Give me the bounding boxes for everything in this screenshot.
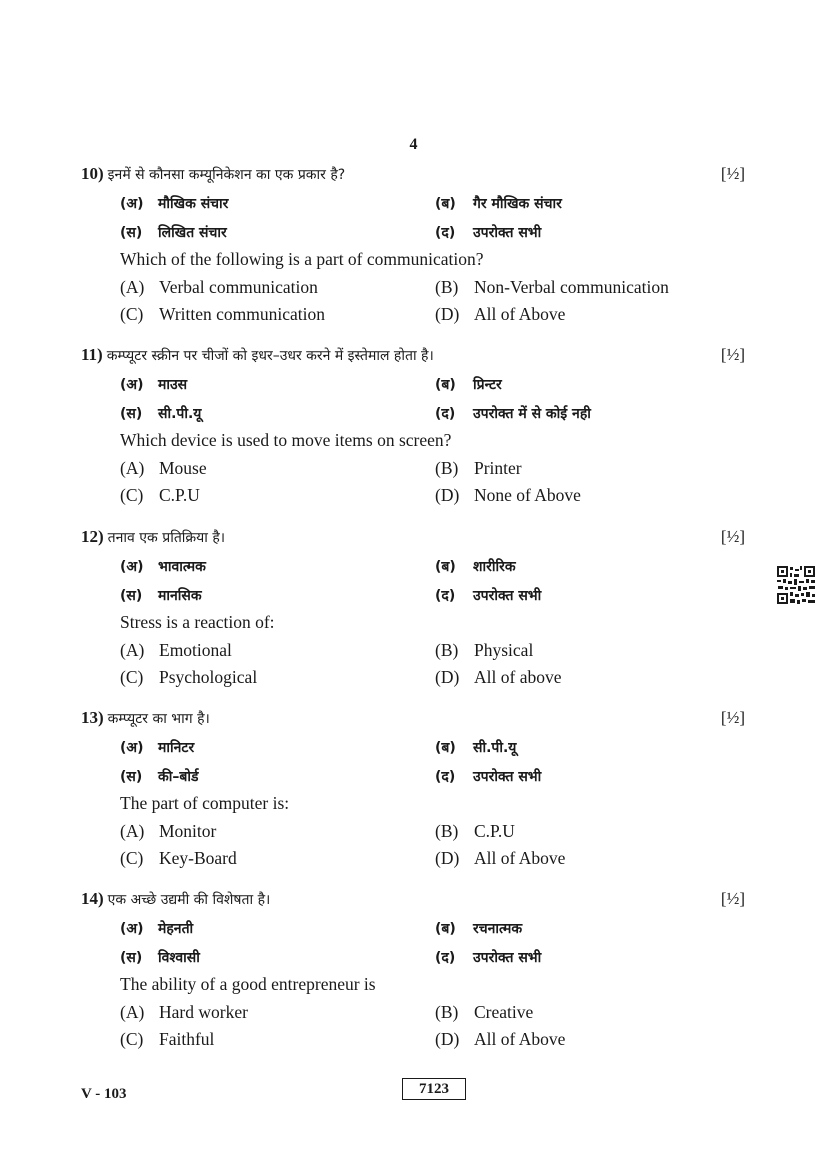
option-key: (अ) — [120, 196, 144, 212]
option-key: (C) — [120, 1029, 144, 1049]
hindi-option-row — [0, 403, 827, 427]
question-text-hindi: एक अच्छे उद्यमी की विशेषता है। — [107, 892, 271, 908]
option-key: (स) — [120, 588, 143, 604]
hindi-option — [435, 222, 541, 242]
english-option — [120, 485, 200, 506]
english-option — [120, 640, 232, 661]
hindi-option-row — [0, 374, 827, 398]
hindi-option — [435, 193, 562, 213]
english-option-row — [0, 458, 827, 482]
paper-code: V - 103 — [81, 1086, 127, 1102]
option-key: (द) — [435, 950, 456, 966]
english-option-row — [0, 667, 827, 691]
question-text-english: The ability of a good entrepreneur is — [120, 974, 376, 994]
option-text: भावात्मक — [158, 559, 206, 575]
option-key: (स) — [120, 225, 143, 241]
hindi-option — [120, 947, 200, 967]
hindi-option — [435, 947, 541, 967]
option-key: (ब) — [435, 377, 456, 393]
option-text: मेहनती — [158, 921, 194, 937]
option-key: (A) — [120, 458, 145, 478]
question-text-hindi: कम्प्यूटर का भाग है। — [107, 711, 210, 727]
option-text: Written communication — [159, 304, 325, 324]
question-number: 13) — [81, 708, 104, 727]
english-option — [435, 1002, 533, 1023]
option-text: Faithful — [159, 1029, 215, 1049]
option-key: (B) — [435, 1002, 459, 1022]
option-text: Non-Verbal communication — [474, 277, 669, 297]
hindi-option — [120, 556, 206, 576]
option-text: Creative — [474, 1002, 534, 1022]
option-text: मौखिक संचार — [158, 196, 229, 212]
question-marks: [½] — [720, 708, 745, 727]
question-text-english: Which device is used to move items on screen? — [120, 430, 452, 450]
option-key: (B) — [435, 277, 459, 297]
question-text-hindi: कम्प्यूटर स्क्रीन पर चीजों को इधर–उधर करने में इस्तेमाल होता है। — [106, 348, 434, 364]
option-key: (B) — [435, 821, 459, 841]
option-key: (द) — [435, 406, 456, 422]
hindi-option — [120, 193, 228, 213]
paper-number-box: 7123 — [402, 1078, 466, 1100]
option-text: All of above — [474, 667, 562, 687]
english-option — [435, 667, 561, 688]
option-text: All of Above — [474, 304, 566, 324]
english-option-row — [0, 1029, 827, 1053]
option-key: (स) — [120, 769, 143, 785]
hindi-option — [120, 766, 199, 786]
hindi-option-row — [0, 947, 827, 971]
qr-code — [776, 565, 816, 605]
hindi-option — [120, 585, 202, 605]
option-text: प्रिन्टर — [473, 377, 502, 393]
english-option-row — [0, 848, 827, 872]
option-text: शारीरिक — [473, 559, 516, 575]
question-marks: [½] — [720, 345, 745, 364]
english-option — [435, 485, 581, 506]
option-text: Physical — [474, 640, 534, 660]
option-text: उपरोक्त में से कोई नही — [473, 406, 591, 422]
option-text: गैर मौखिक संचार — [473, 196, 562, 212]
option-text: Verbal communication — [159, 277, 318, 297]
option-key: (C) — [120, 667, 144, 687]
question-marks: [½] — [720, 889, 745, 908]
question-number: 10) — [81, 164, 104, 183]
option-text: Printer — [474, 458, 522, 478]
hindi-option — [120, 374, 187, 394]
hindi-option — [435, 403, 591, 423]
option-text: विश्वासी — [158, 950, 200, 966]
option-key: (D) — [435, 848, 460, 868]
english-option — [120, 1002, 248, 1023]
hindi-option-row — [0, 222, 827, 246]
option-text: C.P.U — [474, 821, 515, 841]
hindi-option — [120, 222, 227, 242]
option-key: (ब) — [435, 921, 456, 937]
option-text: All of Above — [474, 848, 566, 868]
question-marks: [½] — [720, 527, 745, 546]
english-option — [120, 458, 207, 479]
option-text: रचनात्मक — [473, 921, 523, 937]
option-text: Hard worker — [159, 1002, 248, 1022]
question-text-english: The part of computer is: — [120, 793, 290, 813]
option-text: उपरोक्त सभी — [473, 225, 542, 241]
english-option — [120, 667, 257, 688]
option-key: (अ) — [120, 921, 144, 937]
question-number: 12) — [81, 527, 104, 546]
option-text: Mouse — [159, 458, 207, 478]
option-key: (A) — [120, 1002, 145, 1022]
page-number: 4 — [409, 136, 418, 153]
option-text: Psychological — [159, 667, 258, 687]
option-key: (C) — [120, 848, 144, 868]
question-text-hindi: इनमें से कौनसा कम्यूनिकेशन का एक प्रकार है? — [107, 167, 346, 183]
question-marks: [½] — [720, 164, 745, 183]
option-text: उपरोक्त सभी — [473, 950, 542, 966]
option-key: (अ) — [120, 740, 144, 756]
option-key: (D) — [435, 1029, 460, 1049]
option-key: (ब) — [435, 740, 456, 756]
option-key: (द) — [435, 769, 456, 785]
hindi-option — [435, 374, 502, 394]
option-key: (C) — [120, 485, 144, 505]
hindi-option-row — [0, 556, 827, 580]
english-option — [435, 821, 515, 842]
option-text: सी.पी.यू — [473, 740, 517, 756]
question-number: 14) — [81, 889, 104, 908]
question-heading — [81, 527, 225, 551]
hindi-option — [435, 737, 516, 757]
hindi-option-row — [0, 918, 827, 942]
question-heading — [81, 708, 210, 732]
english-option — [120, 821, 216, 842]
option-key: (ब) — [435, 196, 456, 212]
option-text: मानिटर — [158, 740, 195, 756]
question-text-english: Which of the following is a part of communication? — [120, 249, 484, 269]
option-text: None of Above — [474, 485, 581, 505]
option-text: सी.पी.यू — [158, 406, 202, 422]
hindi-option-row — [0, 766, 827, 790]
option-key: (D) — [435, 304, 460, 324]
hindi-option-row — [0, 585, 827, 609]
english-option — [435, 304, 565, 325]
hindi-option — [120, 918, 193, 938]
english-option — [120, 848, 237, 869]
option-text: Emotional — [159, 640, 232, 660]
hindi-option-row — [0, 737, 827, 761]
hindi-option-row — [0, 193, 827, 217]
hindi-option — [120, 737, 194, 757]
option-text: All of Above — [474, 1029, 566, 1049]
option-text: Monitor — [159, 821, 217, 841]
option-key: (अ) — [120, 559, 144, 575]
option-text: लिखित संचार — [158, 225, 227, 241]
option-text: माउस — [158, 377, 188, 393]
hindi-option — [435, 556, 516, 576]
option-key: (B) — [435, 458, 459, 478]
question-heading — [81, 889, 270, 913]
option-key: (द) — [435, 588, 456, 604]
english-option — [120, 277, 318, 298]
option-key: (A) — [120, 640, 145, 660]
english-option — [435, 458, 522, 479]
option-key: (द) — [435, 225, 456, 241]
english-option — [435, 277, 669, 298]
option-text: की–बोर्ड — [158, 769, 199, 785]
english-option — [435, 640, 533, 661]
hindi-option — [435, 766, 541, 786]
question-text-english: Stress is a reaction of: — [120, 612, 275, 632]
option-key: (स) — [120, 950, 143, 966]
english-option-row — [0, 304, 827, 328]
option-text: मानसिक — [158, 588, 202, 604]
hindi-option — [435, 918, 522, 938]
question-heading — [81, 164, 345, 188]
option-key: (अ) — [120, 377, 144, 393]
question-text-hindi: तनाव एक प्रतिक्रिया है। — [107, 530, 226, 546]
option-text: उपरोक्त सभी — [473, 769, 542, 785]
english-option-row — [0, 485, 827, 509]
option-key: (D) — [435, 485, 460, 505]
option-key: (B) — [435, 640, 459, 660]
english-option — [120, 304, 325, 325]
english-option-row — [0, 821, 827, 845]
hindi-option — [435, 585, 541, 605]
english-option-row — [0, 277, 827, 301]
question-heading — [81, 345, 434, 369]
hindi-option — [120, 403, 201, 423]
english-option — [120, 1029, 214, 1050]
option-key: (A) — [120, 277, 145, 297]
option-text: उपरोक्त सभी — [473, 588, 542, 604]
option-key: (D) — [435, 667, 460, 687]
option-text: Key-Board — [159, 848, 237, 868]
english-option — [435, 1029, 565, 1050]
option-key: (A) — [120, 821, 145, 841]
option-text: C.P.U — [159, 485, 200, 505]
english-option-row — [0, 640, 827, 664]
english-option-row — [0, 1002, 827, 1026]
option-key: (स) — [120, 406, 143, 422]
option-key: (C) — [120, 304, 144, 324]
english-option — [435, 848, 565, 869]
question-number: 11) — [81, 345, 103, 364]
option-key: (ब) — [435, 559, 456, 575]
